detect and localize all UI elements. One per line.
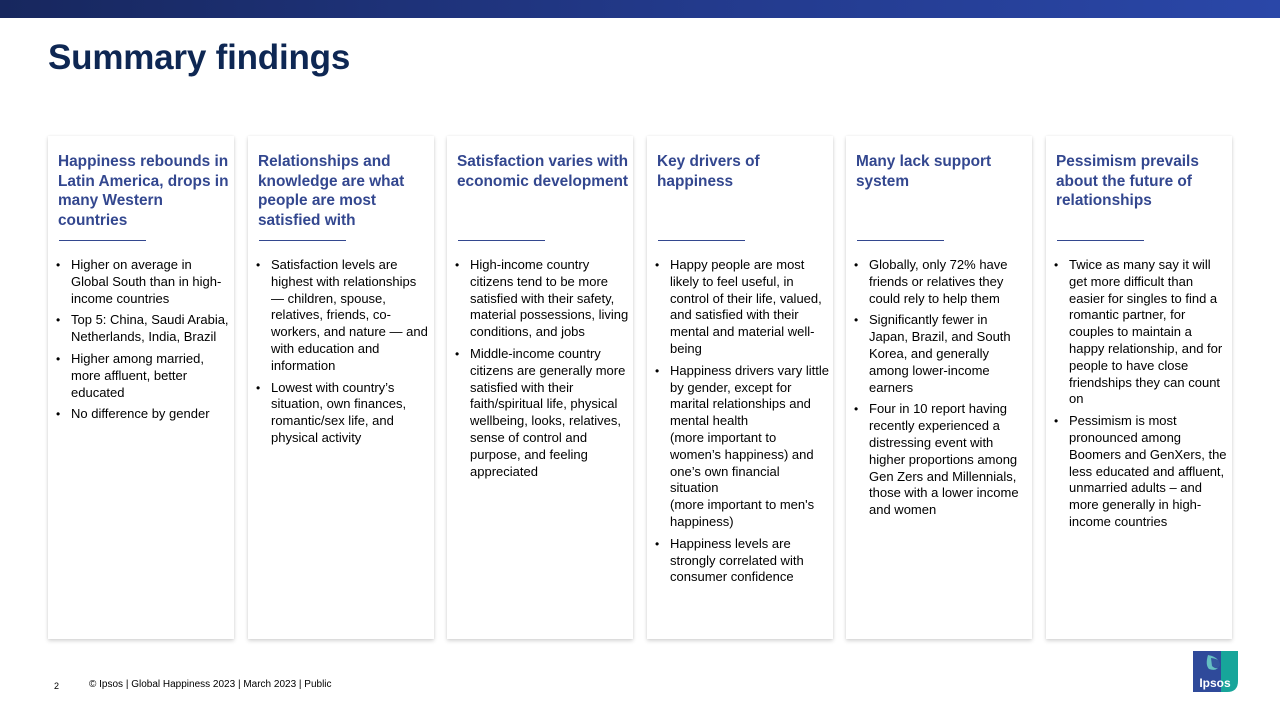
bullet-text: Higher among married, more affluent, better educated	[71, 350, 204, 400]
bullet-text: Happiness levels are strongly correlated with consumer confidence	[670, 535, 804, 585]
ipsos-logo	[1193, 651, 1238, 692]
heading-divider	[658, 240, 745, 241]
finding-card-support-system	[846, 136, 1032, 639]
bullet-text: Lowest with country’s situation, own finances, romantic/sex life, and physical activity	[271, 379, 407, 445]
bullet-item	[455, 346, 629, 480]
bullet-text: Four in 10 report having recently experienced a distressing event with higher proportions among Gen Zers and Millennials, those with a lower income and women	[869, 401, 1019, 518]
page-number: 2	[54, 681, 60, 691]
heading-divider	[259, 240, 346, 241]
bullet-text: Middle-income country citizens are generally more satisfied with their faith/spiritual life, physical wellbeing, looks, relatives, sense of control and purpose, and feeling appreciated	[470, 345, 626, 479]
bullet-item	[854, 401, 1028, 519]
bullet-list	[256, 257, 430, 452]
heading-divider	[857, 240, 944, 241]
finding-card-latin-america	[48, 136, 234, 639]
bullet-item	[1054, 413, 1228, 531]
heading-divider	[1057, 240, 1144, 241]
bullet-item	[854, 312, 1028, 396]
card-heading: Pessimism prevails about the future of relationships	[1056, 153, 1199, 209]
heading-divider	[59, 240, 146, 241]
bullet-list	[655, 257, 829, 591]
bullet-item	[56, 312, 230, 346]
bullet-item	[655, 257, 829, 358]
bullet-text: High-income country citizens tend to be more satisfied with their safety, material possessions, living conditions, and jobs	[470, 257, 629, 340]
bullet-text: Happiness drivers vary little by gender, except for marital relationships and mental health (more important to women’s happiness) and one’s own financial situation (more important to men's happiness)	[670, 362, 829, 529]
finding-card-economic-development	[447, 136, 633, 639]
bullet-item	[56, 351, 230, 401]
bullet-list	[1054, 257, 1228, 536]
top-accent-bar	[0, 0, 1280, 18]
logo-wordmark: Ipsos	[1199, 676, 1231, 690]
finding-card-pessimism	[1046, 136, 1232, 639]
bullet-item	[56, 406, 230, 423]
bullet-text: Pessimism is most pronounced among Boomers and GenXers, the less educated and affluent, unmarried adults – and more generally in high-income countries	[1069, 413, 1227, 529]
bullet-item	[256, 257, 430, 375]
bullet-item	[1054, 257, 1228, 408]
bullet-text: Happy people are most likely to feel useful, in control of their life, valued, and satisfied with their mental and material well-being	[670, 257, 822, 356]
bullet-item	[455, 257, 629, 341]
bullet-item	[854, 257, 1028, 307]
bullet-text: Globally, only 72% have friends or relatives they could rely to help them	[869, 257, 1008, 306]
bullet-list	[56, 257, 230, 428]
card-heading: Key drivers of happiness	[657, 153, 760, 190]
bullet-list	[854, 257, 1028, 524]
heading-divider	[458, 240, 545, 241]
finding-card-relationships	[248, 136, 434, 639]
footer-copyright: © Ipsos | Global Happiness 2023 | March 2023 | Public	[89, 679, 332, 690]
bullet-text: Twice as many say it will get more difficult than easier for singles to find a romantic partner, for couples to maintain a happy relationship, and for people to have close friendships they can count on	[1069, 257, 1223, 407]
card-heading: Satisfaction varies with economic development	[457, 153, 629, 190]
card-heading: Happiness rebounds in Latin America, drops in many Western countries	[58, 153, 229, 229]
card-heading: Relationships and knowledge are what people are most satisfied with	[258, 153, 405, 229]
bullet-item	[256, 380, 430, 447]
bullet-text: No difference by gender	[71, 406, 210, 422]
card-heading: Many lack support system	[856, 153, 992, 190]
bullet-item	[56, 257, 230, 307]
bullet-text: Significantly fewer in Japan, Brazil, and South Korea, and generally among lower-income earners	[869, 312, 1011, 395]
bullet-text: Higher on average in Global South than in high-income countries	[71, 257, 222, 306]
page-title: Summary findings	[48, 38, 351, 77]
bullet-list	[455, 257, 629, 485]
finding-card-key-drivers	[647, 136, 833, 639]
bullet-item	[655, 363, 829, 531]
bullet-text: Top 5: China, Saudi Arabia, Netherlands, India, Brazil	[71, 312, 229, 345]
bullet-item	[655, 536, 829, 586]
bullet-text: Satisfaction levels are highest with relationships — children, spouse, relatives, friends, co-workers, and nature — and with education and information	[271, 257, 428, 373]
